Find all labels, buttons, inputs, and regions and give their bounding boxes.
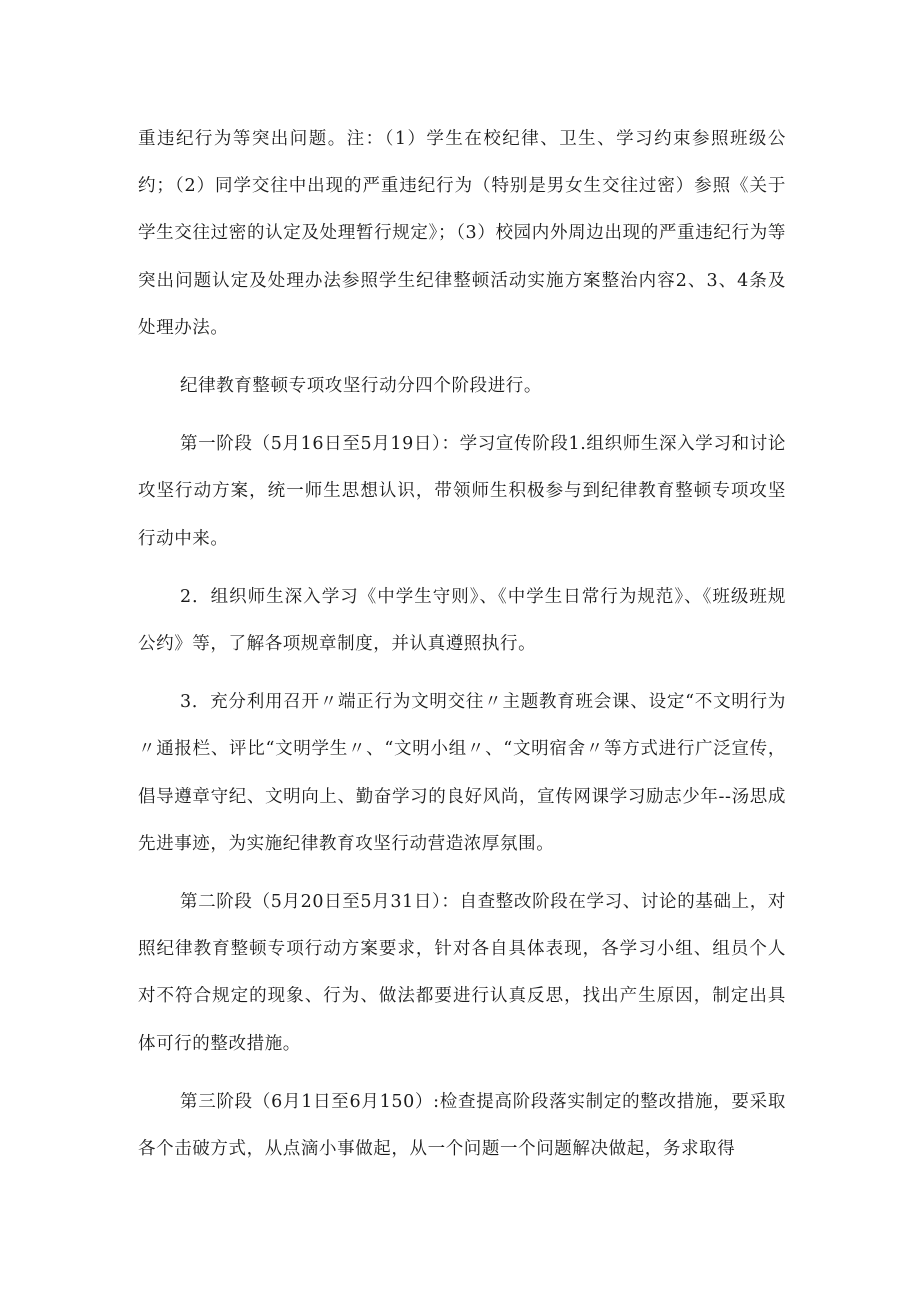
paragraph-phase-one-item-2: 2．组织师生深入学习《中学生守则》、《中学生日常行为规范》、《班级班规公约》等，了解各项规章制度，并认真遵照执行。 [138,586,786,655]
document-body [138,116,786,1184]
paragraph-continuation: 重违纪行为等突出问题。注：（1）学生在校纪律、卫生、学习约束参照班级公约；（2）同学交往中出现的严重违纪行为（特别是男女生交往过密）参照《关于学生交往过密的认定及处理暂行规定》；（3）校园内外周边出现的严重违纪行为等突出问题认定及处理办法参照学生纪律整顿活动实施方案整治内容2、3、4条及处理办法。 [138,129,786,338]
paragraph-phase-one-item-3: 3．充分利用召开〃端正行为文明交往〃主题教育班会课、设定“不文明行为〃通报栏、评比“文明学生〃、“文明小组〃、“文明宿舍〃等方式进行广泛宣传，倡导遵章守纪、文明向上、勤奋学习的良好风尚，宣传网课学习励志少年--汤思成先进事迹，为实施纪律教育攻坚行动营造浓厚氛围。 [138,692,786,854]
paragraph-phase-two: 第二阶段（5月20日至5月31日）：自查整改阶段在学习、讨论的基础上，对照纪律教育整顿专项行动方案要求，针对各自具体表现，各学习小组、组员个人对不符合规定的现象、行为、做法都要进行认真反思，找出产生原因，制定出具体可行的整改措施。 [138,892,786,1054]
paragraph-overview: 纪律教育整顿专项攻坚行动分四个阶段进行。 [180,376,542,397]
paragraph-phase-three: 第三阶段（6月1日至6月150）:检查提高阶段落实制定的整改措施，要采取各个击破方式，从点滴小事做起，从一个问题一个问题解决做起，务求取得 [138,1091,786,1160]
paragraph-phase-one: 第一阶段（5月16日至5月19日）：学习宣传阶段1.组织师生深入学习和讨论攻坚行动方案，统一师生思想认识，带领师生积极参与到纪律教育整顿专项攻坚行动中来。 [138,434,786,549]
